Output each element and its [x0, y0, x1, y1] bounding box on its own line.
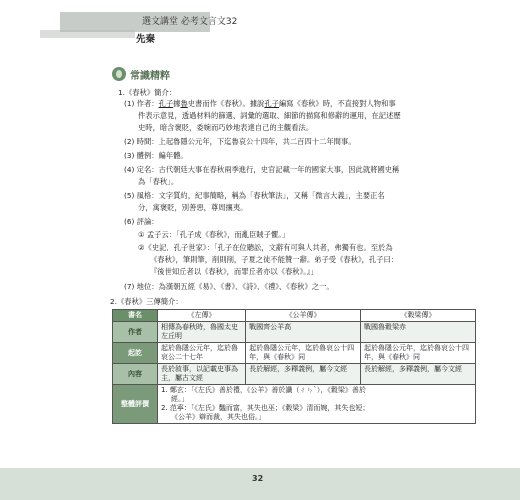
- table-cell: 戰國魯穀梁赤: [361, 322, 476, 343]
- table-row: [113, 364, 476, 385]
- row-header: 作者: [113, 322, 158, 343]
- evaluation-a: ① 孟子云：「孔子成《春秋》，而亂臣賊子懼。」: [138, 230, 290, 239]
- author-line-2: 件表示意見，透過材料的篩選、詞彙的選取、細節的描寫和修辭的運用，在記述歷: [138, 111, 401, 120]
- author-line-1: [124, 99, 396, 108]
- section-title: 常識精粹: [130, 70, 170, 82]
- evaluation-b-2: 《春秋》，筆則筆，削則削，子夏之徒不能贊一辭。弟子受《春秋》，孔子曰：: [150, 255, 399, 264]
- definition-line-2: 為「春秋」。: [138, 177, 179, 186]
- leaf-icon: [112, 67, 126, 81]
- row-header: 內容: [113, 364, 158, 385]
- evaluation-2b: 《公羊》辯而裁，其失也俗。」: [171, 413, 266, 421]
- header-decoration-small: [40, 30, 135, 38]
- text: 史書而作《春秋》。據說: [187, 99, 265, 108]
- item2-heading: 2.《春秋》三傳簡介：: [110, 297, 183, 306]
- evaluation-b-3: 『後世知丘者以《春秋》，而罪丘者亦以《春秋》。』」: [150, 267, 318, 276]
- status-line: (7) 地位：為漢朝五經《易》、《書》、《詩》、《禮》、《春秋》之一。: [124, 282, 334, 291]
- header-band: [0, 0, 520, 44]
- table-row: [113, 322, 476, 343]
- row-header: 書名: [113, 310, 158, 322]
- table-row: [113, 310, 476, 322]
- item1-heading: 1.《春秋》簡介：: [118, 88, 177, 97]
- row-header: 整體評價: [113, 385, 158, 424]
- table-cell: 《左傳》: [158, 310, 246, 322]
- text: 據: [173, 99, 181, 108]
- table-cell: 起於魯隱公元年，迄於魯哀公十四年，與《春秋》同: [361, 343, 476, 364]
- feature-line-1: (5) 風格：文字質約，紀事簡略，稱為「春秋筆法」，又稱「微言大義」，主要正名: [124, 191, 385, 200]
- table-row: [113, 385, 476, 424]
- table-cell: 起於魯隱公元年，迄於魯哀公二十七年: [158, 343, 246, 364]
- dynasty-label: 先秦: [136, 34, 156, 45]
- table-cell: 相傳為春秋時，魯國太史左丘明: [158, 322, 246, 343]
- person-name: 孔子: [264, 99, 279, 108]
- table-cell: 戰國齊公羊高: [246, 322, 361, 343]
- evaluation-1b: 經。」: [171, 395, 189, 403]
- label: (1) 作者：: [124, 99, 159, 108]
- evaluation-2a: 2. 范寧：「《左氏》豔而富，其失也巫；《穀梁》清而婉，其失也短；: [161, 404, 370, 412]
- table-cell-evaluation: [158, 385, 476, 424]
- footer-band: [0, 468, 520, 500]
- page-number: 32: [252, 474, 264, 483]
- section-heading: [112, 66, 170, 82]
- row-header: 起訖: [113, 343, 158, 364]
- feature-line-2: 分，寓褒貶，別善惡，尊周攘夷。: [138, 203, 248, 212]
- style-line: (3) 體例：編年體。: [124, 151, 188, 160]
- three-commentaries-table: [112, 309, 476, 424]
- definition-line-1: (4) 定名：古代朝廷大事在春秋兩季進行，史官記載一年的國家大事，因此就將國史稱: [124, 165, 400, 174]
- evaluation-1a: 1. 鄭玄：「《左氏》善於禮，《公羊》善於讖（ㄔㄣˋ），《穀梁》善於: [161, 386, 366, 394]
- table-cell: 起於魯隱公元年，迄於魯哀公十四年，與《春秋》同: [246, 343, 361, 364]
- text: 編寫《春秋》時，不直接對人物和事: [278, 99, 396, 108]
- table-cell: 長於敘事，以記載史事為主，屬古文經: [158, 364, 246, 385]
- table-cell: 長於解經，多釋義例，屬今文經: [361, 364, 476, 385]
- time-line: (2) 時間：上起魯隱公元年，下迄魯哀公十四年，共二百四十二年間事。: [124, 137, 356, 146]
- book-title: 選文講堂 必考文言文32: [142, 17, 238, 27]
- table-row: [113, 343, 476, 364]
- evaluation-b-1: ②《史記．孔子世家》：「孔子在位聽訟，文辭有可與人共者，弗獨有也。至於為: [138, 243, 393, 252]
- state-name: 魯: [180, 99, 188, 108]
- table-cell: 《公羊傳》: [246, 310, 361, 322]
- table-cell: 長於解經，多釋義例，屬今文經: [246, 364, 361, 385]
- evaluation-label: (6) 評論：: [124, 217, 159, 226]
- table-cell: 《穀梁傳》: [361, 310, 476, 322]
- person-name: 孔子: [158, 99, 174, 108]
- author-line-3: 史時，暗含褒貶，委婉而巧妙地表達自己的主觀看法。: [138, 123, 314, 132]
